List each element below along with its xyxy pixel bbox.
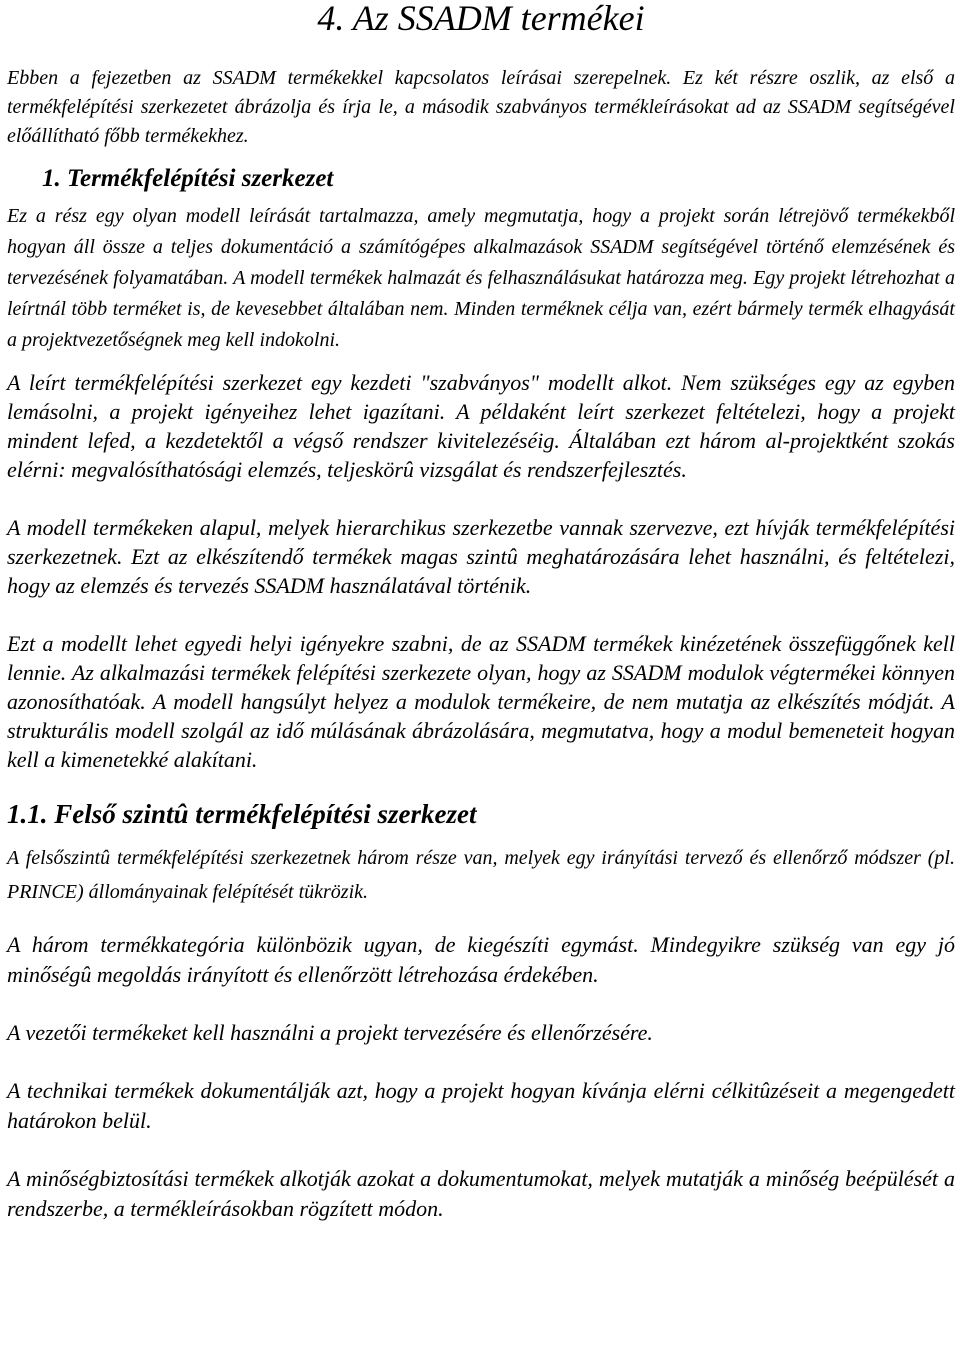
section-1-paragraph-1: Ez a rész egy olyan modell leírását tartalmazza, amely megmutatja, hogy a projekt során létrejövő termékekből hogyan áll össze a teljes dokumentáció a számítógépes alkalmazások SSADM segítségével történő elemzésének és tervezésének folyamatában. A modell termékek halmazát és felhasználásukat határozza meg. Egy projekt létrehozhat a leírtnál több terméket is, de kevesebbet általában nem. Minden terméknek célja van, ezért bármely termék elhagyását a projektvezetőségnek meg kell indokolni. bbox=[7, 205, 955, 351]
section-1-heading: 1. Termékfelépítési szerkezet bbox=[42, 165, 334, 192]
section-1-1-paragraph-3: A vezetői termékeket kell használni a projekt tervezésére és ellenőrzésére. bbox=[7, 1020, 653, 1045]
section-1-paragraph-3: A modell termékeken alapul, melyek hierarchikus szerkezetbe vannak szervezve, ezt hívják termékfelépítési szerkezetnek. Ezt az elkészítendő termékek magas szintû meghatározására lehet használni, és feltételezi, hogy az elemzés és tervezés SSADM használatával történik. bbox=[7, 515, 955, 598]
document-page bbox=[7, 0, 955, 1224]
section-1-1-paragraph-2: A három termékkategória különbözik ugyan, de kiegészíti egymást. Mindegyikre szükség van egy jó minőségû megoldás irányított és ellenőrzött létrehozása érdekében. bbox=[7, 932, 955, 987]
section-1-1-paragraph-1: A felsőszintû termékfelépítési szerkezetnek három része van, melyek egy irányítási tervező és ellenőrző módszer (pl. PRINCE) állományainak felépítését tükrözik. bbox=[7, 847, 955, 903]
page-title: 4. Az SSADM termékei bbox=[317, 0, 645, 38]
intro-paragraph: Ebben a fejezetben az SSADM termékekkel kapcsolatos leírásai szerepelnek. Ez két részre oszlik, az első a termékfelépítési szerkezetet ábrázolja és írja le, a második szabványos termékleírásokat ad az SSADM segítségével előállítható főbb termékekhez. bbox=[7, 67, 955, 147]
section-1-1-paragraph-5: A minőségbiztosítási termékek alkotják azokat a dokumentumokat, melyek mutatják a minőség beépülését a rendszerbe, a termékleírásokban rögzített módon. bbox=[7, 1166, 955, 1221]
section-1-paragraph-2: A leírt termékfelépítési szerkezet egy kezdeti "szabványos" modellt alkot. Nem szükséges egy az egyben lemásolni, a projekt igényeihez lehet igazítani. A példaként leírt szerkezet feltételezi, hogy a projekt mindent lefed, a kezdetektől a végső rendszer kivitelezéséig. Általában ezt három al-projektként szokás elérni: megvalósíthatósági elemzés, teljeskörû vizsgálat és rendszerfejlesztés. bbox=[7, 370, 955, 482]
section-1-1-heading: 1.1. Felső szintû termékfelépítési szerkezet bbox=[7, 799, 477, 829]
section-1-1-paragraph-4: A technikai termékek dokumentálják azt, hogy a projekt hogyan kívánja elérni célkitûzéseit a megengedett határokon belül. bbox=[7, 1078, 955, 1133]
section-1-paragraph-4: Ezt a modellt lehet egyedi helyi igényekre szabni, de az SSADM termékek kinézetének összefüggőnek kell lennie. Az alkalmazási termékek felépítési szerkezete olyan, hogy az SSADM modulok végtermékei könnyen azonosíthatóak. A modell hangsúlyt helyez a modulok termékeire, de nem mutatja az elkészítés módját. A strukturális modell szolgál az idő múlásának ábrázolására, megmutatva, hogy a modul bemeneteit hogyan kell a kimenetekké alakítani. bbox=[7, 631, 955, 772]
